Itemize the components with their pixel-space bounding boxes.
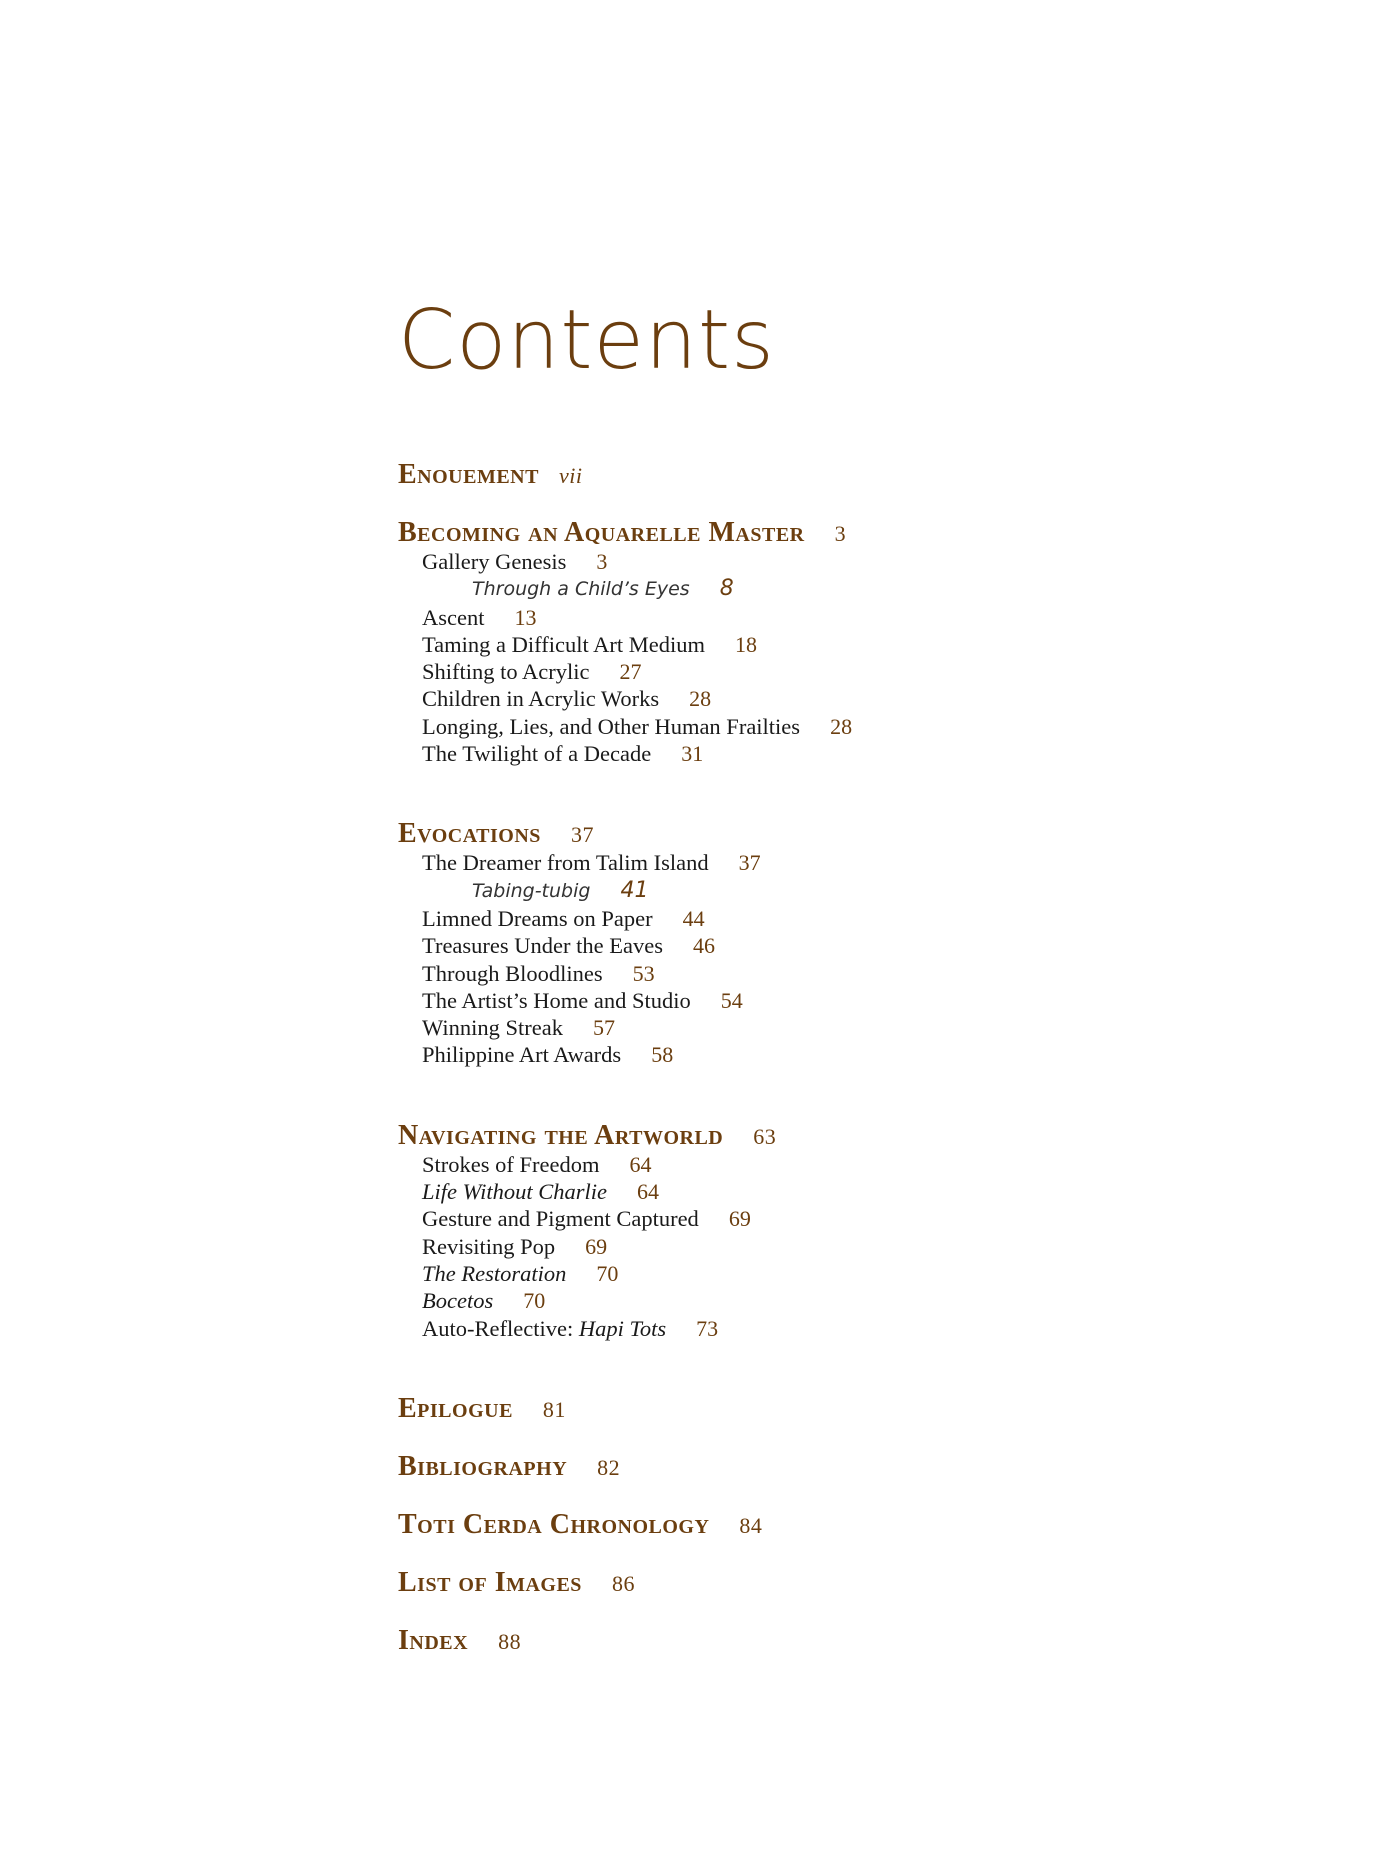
entry-page-number: 41 bbox=[620, 877, 649, 903]
entry-page-number: 46 bbox=[692, 933, 715, 959]
toc-section bbox=[398, 819, 1298, 1068]
section-page-number: 37 bbox=[570, 822, 594, 848]
section-gap bbox=[398, 1069, 1298, 1121]
toc-section bbox=[398, 1510, 1298, 1540]
toc-section-heading bbox=[398, 518, 1298, 548]
toc-entry bbox=[398, 713, 1298, 740]
entry-page-number: 13 bbox=[514, 604, 537, 630]
entry-page-number: 44 bbox=[682, 905, 705, 931]
entry-page-number: 28 bbox=[689, 686, 712, 712]
entry-title: Children in Acrylic Works bbox=[422, 686, 660, 712]
toc-entry bbox=[398, 849, 1298, 876]
entry-title: Gesture and Pigment Captured bbox=[422, 1206, 699, 1232]
toc-section bbox=[398, 1626, 1298, 1656]
entry-title-italic: Hapi Tots bbox=[578, 1315, 667, 1341]
toc-entry bbox=[398, 631, 1298, 658]
entry-title: Shifting to Acrylic bbox=[422, 659, 590, 685]
toc-section bbox=[398, 1568, 1298, 1598]
section-title: List of Images bbox=[398, 1566, 582, 1598]
toc-entry bbox=[398, 575, 1298, 603]
toc-entry bbox=[398, 1178, 1298, 1205]
section-page-number: vii bbox=[558, 463, 583, 488]
toc-entry bbox=[398, 1014, 1298, 1041]
entry-page-number: 70 bbox=[596, 1260, 619, 1286]
entry-title: Taming a Difficult Art Medium bbox=[422, 631, 705, 657]
toc-section bbox=[398, 1394, 1298, 1424]
toc-sections bbox=[398, 460, 1298, 1656]
toc-section bbox=[398, 518, 1298, 767]
section-title: Navigating the Artworld bbox=[398, 1119, 724, 1151]
entry-title: The Twilight of a Decade bbox=[422, 741, 652, 767]
section-page-number: 82 bbox=[597, 1454, 621, 1480]
toc-entry bbox=[398, 1260, 1298, 1287]
toc-entry bbox=[398, 1315, 1298, 1342]
toc-section-heading bbox=[398, 1568, 1298, 1598]
section-gap bbox=[398, 490, 1298, 518]
section-title: Enouement bbox=[398, 459, 539, 490]
entry-title: The Artist’s Home and Studio bbox=[422, 987, 691, 1013]
entry-title: Longing, Lies, and Other Human Frailties bbox=[422, 713, 801, 739]
toc-section-heading bbox=[398, 1121, 1298, 1151]
section-title: Evocations bbox=[398, 818, 541, 850]
entry-title: Through a Child’s Eyes bbox=[472, 578, 690, 601]
section-title: Becoming an Aquarelle Master bbox=[398, 517, 805, 548]
toc-section bbox=[398, 460, 1298, 490]
entry-page-number: 37 bbox=[738, 850, 761, 876]
entry-page-number: 69 bbox=[728, 1206, 751, 1232]
section-page-number: 86 bbox=[611, 1570, 635, 1596]
entry-title: Limned Dreams on Paper bbox=[422, 905, 653, 931]
section-page-number: 84 bbox=[739, 1512, 763, 1538]
toc-entry bbox=[398, 1287, 1298, 1314]
entry-title: Ascent bbox=[422, 604, 485, 630]
section-gap bbox=[398, 1342, 1298, 1394]
entry-title: Bocetos bbox=[422, 1288, 494, 1314]
entry-title: Life Without Charlie bbox=[422, 1179, 608, 1205]
entry-page-number: 57 bbox=[592, 1015, 615, 1041]
entry-page-number: 64 bbox=[629, 1151, 652, 1177]
entry-title: Gallery Genesis bbox=[422, 549, 567, 574]
entry-title: Philippine Art Awards bbox=[422, 1042, 622, 1068]
entry-title: Revisiting Pop bbox=[422, 1233, 556, 1259]
toc-entry bbox=[398, 1041, 1298, 1068]
entry-title: Auto-Reflective: bbox=[422, 1315, 579, 1341]
entry-title: Strokes of Freedom bbox=[422, 1151, 600, 1177]
entry-page-number: 18 bbox=[734, 631, 757, 657]
toc-entry bbox=[398, 1233, 1298, 1260]
section-page-number: 3 bbox=[834, 521, 847, 546]
entry-page-number: 73 bbox=[696, 1315, 719, 1341]
entry-page-number: 31 bbox=[681, 741, 704, 767]
entry-page-number: 58 bbox=[651, 1042, 674, 1068]
toc-section-heading bbox=[398, 1452, 1298, 1482]
section-gap bbox=[398, 1424, 1298, 1452]
section-title: Index bbox=[398, 1624, 469, 1656]
toc-section bbox=[398, 1121, 1298, 1342]
toc-entry bbox=[398, 932, 1298, 959]
toc-entry bbox=[398, 685, 1298, 712]
toc-entry bbox=[398, 877, 1298, 905]
toc-entry bbox=[398, 987, 1298, 1014]
toc-entry bbox=[398, 604, 1298, 631]
toc-section-heading bbox=[398, 1626, 1298, 1656]
table-of-contents bbox=[398, 293, 1298, 1656]
toc-section-heading bbox=[398, 1394, 1298, 1424]
entry-title: Through Bloodlines bbox=[422, 960, 603, 986]
section-gap bbox=[398, 1482, 1298, 1510]
entry-page-number: 69 bbox=[585, 1233, 608, 1259]
entry-title: Tabing-tubig bbox=[472, 879, 591, 902]
toc-entry bbox=[398, 1205, 1298, 1232]
section-page-number: 81 bbox=[542, 1396, 566, 1422]
entry-page-number: 28 bbox=[830, 713, 853, 739]
entry-page-number: 54 bbox=[720, 987, 743, 1013]
section-title: Bibliography bbox=[398, 1450, 568, 1482]
section-page-number: 63 bbox=[753, 1123, 777, 1149]
entry-page-number: 70 bbox=[523, 1288, 546, 1314]
entry-page-number: 27 bbox=[619, 659, 642, 685]
toc-entry bbox=[398, 740, 1298, 767]
entry-title: Treasures Under the Eaves bbox=[422, 933, 663, 959]
section-gap bbox=[398, 1540, 1298, 1568]
section-title: Epilogue bbox=[398, 1392, 513, 1424]
page-title: Contents bbox=[398, 293, 775, 388]
toc-entry bbox=[398, 658, 1298, 685]
toc-section-heading bbox=[398, 1510, 1298, 1540]
toc-entry bbox=[398, 960, 1298, 987]
toc-section-heading bbox=[398, 819, 1298, 849]
toc-entry bbox=[398, 905, 1298, 932]
toc-section-heading bbox=[398, 460, 1298, 490]
toc-entry bbox=[398, 548, 1298, 575]
toc-section bbox=[398, 1452, 1298, 1482]
entry-page-number: 64 bbox=[637, 1179, 660, 1205]
entry-title: Winning Streak bbox=[422, 1015, 563, 1041]
section-gap bbox=[398, 767, 1298, 819]
entry-page-number: 3 bbox=[596, 549, 608, 574]
section-title: Toti Cerda Chronology bbox=[398, 1508, 710, 1540]
entry-page-number: 53 bbox=[632, 960, 655, 986]
section-page-number: 88 bbox=[498, 1628, 522, 1654]
entry-title: The Restoration bbox=[422, 1260, 567, 1286]
entry-title: The Dreamer from Talim Island bbox=[422, 850, 709, 876]
toc-entry bbox=[398, 1151, 1298, 1178]
section-gap bbox=[398, 1598, 1298, 1626]
entry-page-number: 8 bbox=[719, 576, 734, 602]
